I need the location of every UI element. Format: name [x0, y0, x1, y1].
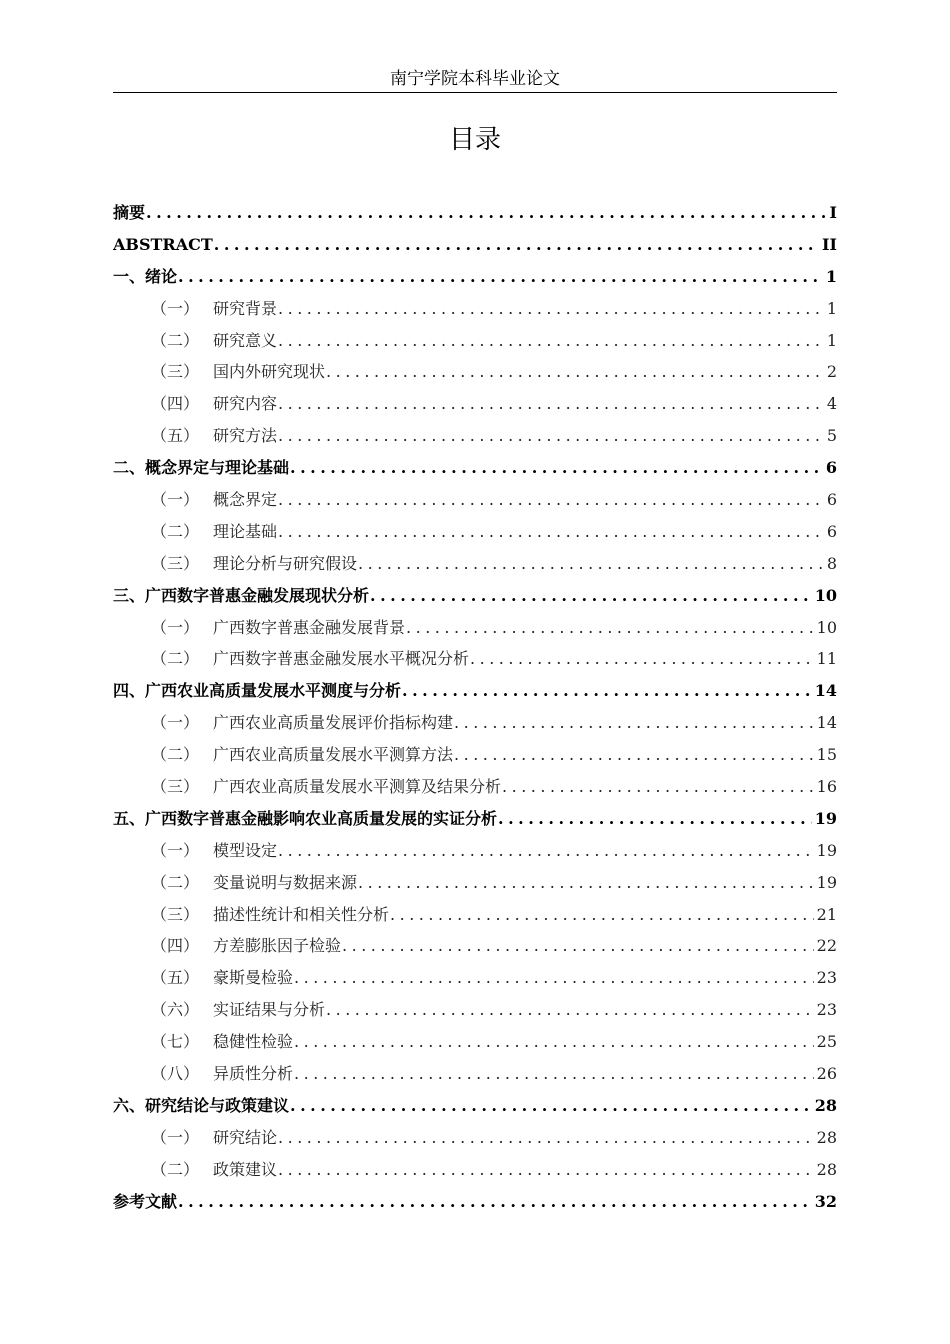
toc-leader-dots: [278, 484, 824, 516]
toc-entry-number: （二）: [151, 745, 200, 765]
toc-leader-dots: [278, 293, 824, 325]
toc-entry[interactable]: [113, 356, 837, 388]
toc-entry-label: 广西农业高质量发展评价指标构建: [213, 713, 454, 733]
toc-entry[interactable]: [113, 1026, 837, 1058]
toc-entry-label: 参考文献: [113, 1191, 178, 1211]
toc-entry[interactable]: [113, 1154, 837, 1186]
toc-leader-dots: [146, 197, 827, 229]
toc-entry[interactable]: [113, 229, 837, 261]
page-title: 目录: [448, 125, 501, 155]
toc-entry-number: （三）: [151, 553, 200, 573]
toc-leader-dots: [358, 867, 814, 899]
toc-entry[interactable]: [113, 962, 837, 994]
toc-entry[interactable]: [113, 580, 837, 612]
toc-entry-page: 28: [814, 1095, 837, 1115]
toc-entry[interactable]: [113, 675, 837, 707]
toc-entry[interactable]: [113, 771, 837, 803]
toc-entry-page: I: [829, 203, 837, 222]
toc-entry-number: （二）: [151, 1159, 200, 1179]
toc-entry[interactable]: [113, 548, 837, 580]
toc-leader-dots: [342, 930, 814, 962]
toc-entry-label: 实证结果与分析: [213, 1000, 326, 1020]
toc-entry-page: 19: [814, 808, 837, 828]
toc-leader-dots: [178, 261, 823, 293]
toc-entry-page: 10: [814, 585, 837, 605]
toc-entry-label: 三、广西数字普惠金融发展现状分析: [113, 585, 370, 605]
toc-entry-page: 25: [816, 1032, 837, 1052]
toc-leader-dots: [402, 675, 812, 707]
toc-entry-page: 8: [826, 553, 837, 573]
toc-entry-label: 研究意义: [213, 330, 278, 350]
toc-entry-label: 五、广西数字普惠金融影响农业高质量发展的实证分析: [113, 808, 498, 828]
toc-entry[interactable]: [113, 1090, 837, 1122]
toc-entry-number: （二）: [151, 649, 200, 669]
toc-entry-page: 4: [826, 394, 837, 414]
toc-entry-page: 23: [816, 968, 837, 988]
toc-entry[interactable]: [113, 516, 837, 548]
toc-entry[interactable]: [113, 803, 837, 835]
toc-leader-dots: [178, 1186, 812, 1218]
toc-leader-dots: [498, 803, 812, 835]
toc-entry-label: 变量说明与数据来源: [213, 872, 358, 892]
toc-entry-label: 广西数字普惠金融发展水平概况分析: [213, 649, 470, 669]
toc-entry-label: 理论基础: [213, 521, 278, 541]
toc-entry-number: （一）: [151, 840, 200, 860]
toc-entry[interactable]: [113, 261, 837, 293]
toc-leader-dots: [502, 771, 814, 803]
toc-entry-page: 2: [826, 362, 837, 382]
toc-entry-page: 11: [816, 649, 837, 669]
toc-entry-page: 28: [816, 1159, 837, 1179]
toc-entry[interactable]: [113, 293, 837, 325]
toc-entry-page: 1: [825, 266, 837, 286]
toc-entry[interactable]: [113, 739, 837, 771]
toc-entry[interactable]: [113, 452, 837, 484]
toc-entry-number: （三）: [151, 362, 200, 382]
toc-entry[interactable]: [113, 1122, 837, 1154]
toc-entry-number: （四）: [151, 394, 200, 414]
toc-leader-dots: [470, 643, 814, 675]
toc-entry-page: 21: [816, 904, 837, 924]
toc-entry-page: 19: [816, 872, 837, 892]
toc-entry-page: 32: [814, 1191, 837, 1211]
toc-entry-label: 一、绪论: [113, 266, 178, 286]
toc-entry-label: 二、概念界定与理论基础: [113, 458, 290, 478]
toc-entry-label: 模型设定: [213, 840, 278, 860]
toc-entry[interactable]: [113, 388, 837, 420]
toc-entry-number: （二）: [151, 330, 200, 350]
toc-entry-number: （一）: [151, 490, 200, 510]
toc-leader-dots: [278, 325, 824, 357]
toc-leader-dots: [326, 994, 814, 1026]
toc-entry-number: （六）: [151, 1000, 200, 1020]
toc-entry-number: （五）: [151, 968, 200, 988]
toc-leader-dots: [294, 1026, 814, 1058]
toc-entry-label: 研究方法: [213, 426, 278, 446]
toc-entry-label: 四、广西农业高质量发展水平测度与分析: [113, 681, 402, 701]
toc-leader-dots: [406, 612, 814, 644]
toc-entry[interactable]: [113, 930, 837, 962]
toc-leader-dots: [278, 1122, 814, 1154]
toc-entry-number: （五）: [151, 426, 200, 446]
toc-entry-number: （一）: [151, 298, 200, 318]
toc-leader-dots: [278, 420, 824, 452]
toc-entry-page: 15: [816, 745, 837, 765]
toc-entry[interactable]: [113, 643, 837, 675]
toc-entry-number: （一）: [151, 617, 200, 637]
toc-entry-label: 豪斯曼检验: [213, 968, 294, 988]
toc-entry[interactable]: [113, 484, 837, 516]
toc-entry-number: （二）: [151, 872, 200, 892]
toc-entry-page: 10: [816, 617, 837, 637]
toc-entry-page: 14: [814, 681, 837, 701]
toc-entry-label: 研究背景: [213, 298, 278, 318]
toc-entry[interactable]: [113, 835, 837, 867]
toc-entry-number: （一）: [151, 1127, 200, 1147]
toc-entry-label: 方差膨胀因子检验: [213, 936, 342, 956]
toc-leader-dots: [294, 962, 814, 994]
page-header: 南宁学院本科毕业论文: [113, 66, 837, 93]
toc-entry[interactable]: [113, 197, 837, 229]
toc-entry-page: 16: [816, 777, 837, 797]
toc-entry-label: 稳健性检验: [213, 1032, 294, 1052]
toc-entry[interactable]: [113, 1186, 837, 1218]
toc-entry-label: 研究结论: [213, 1127, 278, 1147]
toc-entry-label: 国内外研究现状: [213, 362, 326, 382]
toc-leader-dots: [454, 707, 814, 739]
toc-entry-page: 28: [816, 1127, 837, 1147]
toc-entry-label: 六、研究结论与政策建议: [113, 1095, 290, 1115]
toc-entry-page: II: [822, 234, 837, 254]
toc-entry-number: （八）: [151, 1064, 200, 1084]
toc-entry-label: 广西农业高质量发展水平测算及结果分析: [213, 777, 502, 797]
toc-leader-dots: [294, 1058, 814, 1090]
toc-leader-dots: [290, 1090, 812, 1122]
toc-entry-label: 描述性统计和相关性分析: [213, 904, 390, 924]
toc-entry-page: 1: [826, 298, 837, 318]
toc-entry-label: 异质性分析: [213, 1064, 294, 1084]
toc-entry[interactable]: [113, 867, 837, 899]
toc-entry-page: 1: [826, 330, 837, 350]
toc-entry[interactable]: [113, 1058, 837, 1090]
toc-leader-dots: [278, 835, 814, 867]
toc-entry[interactable]: [113, 899, 837, 931]
toc-entry[interactable]: [113, 420, 837, 452]
toc-entry-page: 5: [826, 426, 837, 446]
toc-entry-label: 研究内容: [213, 394, 278, 414]
toc-entry-page: 14: [816, 713, 837, 733]
toc-leader-dots: [214, 229, 819, 261]
toc-entry-number: （七）: [151, 1032, 200, 1052]
toc-entry-page: 22: [816, 936, 837, 956]
toc-leader-dots: [358, 548, 824, 580]
toc-entry-page: 26: [816, 1064, 837, 1084]
toc-leader-dots: [278, 516, 824, 548]
toc-entry-label: 理论分析与研究假设: [213, 553, 358, 573]
toc-entry[interactable]: [113, 707, 837, 739]
toc-leader-dots: [278, 1154, 814, 1186]
toc-leader-dots: [454, 739, 814, 771]
toc-leader-dots: [290, 452, 823, 484]
toc-entry-page: 6: [826, 521, 837, 541]
toc-entry-page: 19: [816, 840, 837, 860]
toc-entry-number: （一）: [151, 713, 200, 733]
toc-entry-number: （三）: [151, 904, 200, 924]
toc-entry-label: 概念界定: [213, 490, 278, 510]
toc-entry-label: 摘要: [113, 203, 146, 222]
toc-entry-page: 6: [826, 490, 837, 510]
toc-entry-label: 政策建议: [213, 1159, 278, 1179]
toc-leader-dots: [278, 388, 824, 420]
toc-entry-label: ABSTRACT: [113, 234, 213, 254]
toc-entry-label: 广西数字普惠金融发展背景: [213, 617, 406, 637]
toc-entry-number: （四）: [151, 936, 200, 956]
toc-entry-page: 6: [825, 458, 837, 478]
table-of-contents: [113, 197, 837, 1218]
toc-leader-dots: [326, 356, 824, 388]
toc-entry-number: （二）: [151, 521, 200, 541]
toc-entry[interactable]: [113, 325, 837, 357]
toc-entry[interactable]: [113, 994, 837, 1026]
toc-entry-label: 广西农业高质量发展水平测算方法: [213, 745, 454, 765]
toc-entry-page: 23: [816, 1000, 837, 1020]
toc-leader-dots: [390, 899, 814, 931]
toc-entry[interactable]: [113, 612, 837, 644]
toc-leader-dots: [370, 580, 812, 612]
toc-entry-number: （三）: [151, 777, 200, 797]
